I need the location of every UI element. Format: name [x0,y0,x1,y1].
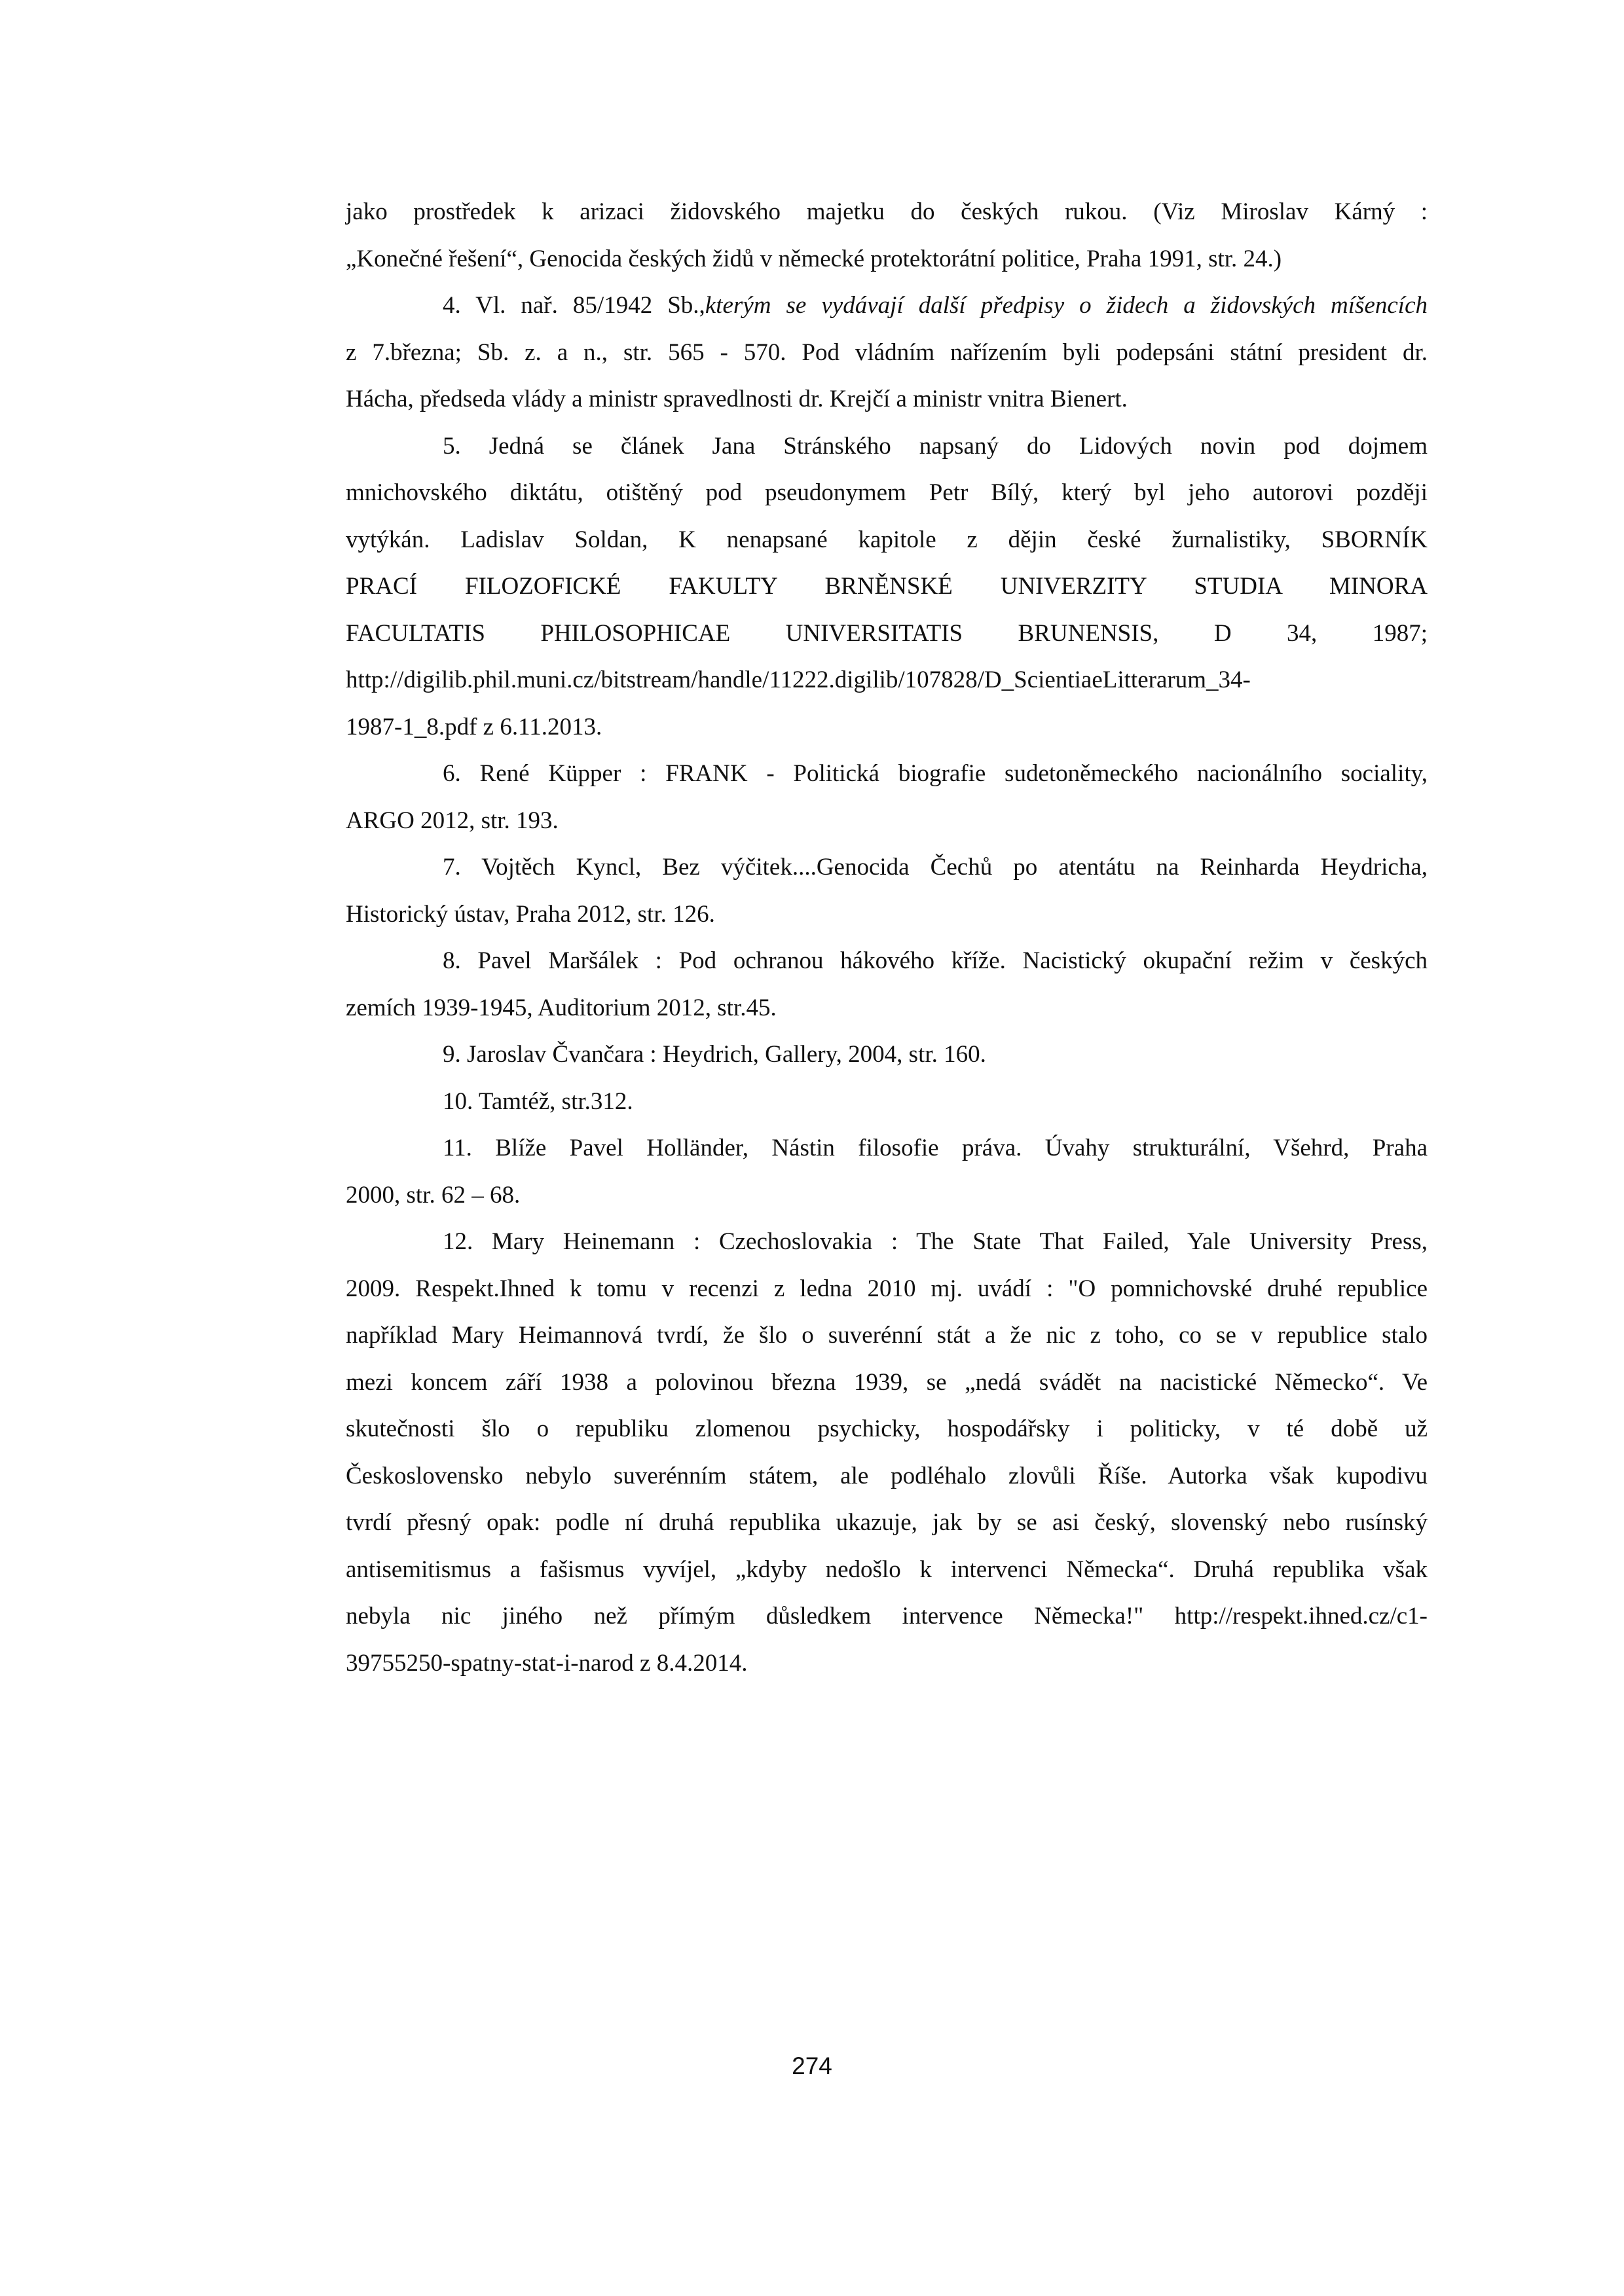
note-4-ref: 4. Vl. nař. 85/1942 Sb., [443,292,705,319]
text-line: 8. Pavel Maršálek : Pod ochranou hákového kříže. Nacistický okupační režim v českých [443,947,1428,974]
text-line: 2009. Respekt.Ihned k tomu v recenzi z ledna 2010 mj. uvádí : "O pomnichovské druhé republice [346,1275,1428,1302]
text-line: 10. Tamtéž, str.312. [443,1087,633,1115]
note-9 [346,1031,1428,1078]
text-line: mnichovského diktátu, otištěný pod pseudonymem Petr Bílý, který byl jeho autorovi později [346,479,1428,506]
text-line: tvrdí přesný opak: podle ní druhá republika ukazuje, jak by se asi český, slovenský nebo rusínský [346,1509,1428,1536]
text-line: zemích 1939-1945, Auditorium 2012, str.45. [346,994,777,1021]
note-4-title: kterým se vydávají další předpisy o židech a židovských míšencích [705,292,1428,319]
note-10 [346,1078,1428,1125]
text-line: vytýkán. Ladislav Soldan, K nenapsané kapitole z dějin české žurnalistiky, SBORNÍK [346,526,1428,553]
page-number: 274 [792,2052,832,2079]
note-11 [346,1125,1428,1218]
text-line: mezi koncem září 1938 a polovinou března 1939, se „nedá svádět na nacistické Německo“. Ve [346,1368,1428,1396]
note-12 [346,1218,1428,1686]
text-line [346,282,1428,329]
text-line: z 7.března; Sb. z. a n., str. 565 - 570. Pod vládním nařízením byli podepsáni státní president dr. [346,338,1428,366]
text-line: ARGO 2012, str. 193. [346,807,559,834]
text-line: 6. René Küpper : FRANK - Politická biografie sudetoněmeckého nacionálního sociality, [443,760,1428,787]
note-8 [346,938,1428,1031]
note-5 [346,423,1428,751]
note-6 [346,750,1428,844]
text-line: 1987-1_8.pdf z 6.11.2013. [346,713,602,740]
text-line: 9. Jaroslav Čvančara : Heydrich, Gallery, 2004, str. 160. [443,1041,986,1068]
text-line: 5. Jedná se článek Jana Stránského napsaný do Lidových novin pod dojmem [443,432,1428,460]
note-7 [346,844,1428,938]
text-line: 2000, str. 62 – 68. [346,1181,521,1209]
note-4 [346,282,1428,423]
endnotes-text [346,189,1428,1686]
text-line: 12. Mary Heinemann : Czechoslovakia : The State That Failed, Yale University Press, [443,1228,1428,1255]
text-line: antisemitismus a fašismus vyvíjel, „kdyby nedošlo k intervenci Německa“. Druhá republika však [346,1556,1428,1583]
text-line: Československo nebylo suverénním státem, ale podléhalo zlovůli Říše. Autorka však kupodivu [346,1462,1428,1489]
text-line: jako prostředek k arizaci židovského majetku do českých rukou. (Viz Miroslav Kárný : [346,198,1428,225]
text-line: http://digilib.phil.muni.cz/bitstream/handle/11222.digilib/107828/D_ScientiaeLitterarum_34- [346,666,1251,693]
text-line: Hácha, předseda vlády a ministr spravedlnosti dr. Krejčí a ministr vnitra Bienert. [346,386,1128,412]
text-line: skutečnosti šlo o republiku zlomenou psychicky, hospodářsky i politicky, v té době už [346,1415,1428,1442]
text-line: 11. Blíže Pavel Holländer, Nástin filosofie práva. Úvahy strukturální, Všehrd, Praha [443,1135,1428,1161]
text-line: například Mary Heimannová tvrdí, že šlo o suverénní stát a že nic z toho, co se v republice stalo [346,1322,1428,1349]
text-line: 39755250-spatny-stat-i-narod z 8.4.2014. [346,1649,748,1677]
text-line: nebyla nic jiného než přímým důsledkem intervence Německa!" http://respekt.ihned.cz/c1- [346,1603,1428,1630]
text-line: 7. Vojtěch Kyncl, Bez výčitek....Genocida Čechů po atentátu na Reinharda Heydricha, [443,854,1428,881]
text-line: Historický ústav, Praha 2012, str. 126. [346,900,715,928]
text-line: PRACÍ FILOZOFICKÉ FAKULTY BRNĚNSKÉ UNIVERZITY STUDIA MINORA [346,573,1428,600]
note-continuation [346,189,1428,282]
text-line: „Konečné řešení“, Genocida českých židů v německé protektorátní politice, Praha 1991, str. 24.) [346,245,1282,272]
text-line: FACULTATIS PHILOSOPHICAE UNIVERSITATIS BRUNENSIS, D 34, 1987; [346,619,1428,647]
